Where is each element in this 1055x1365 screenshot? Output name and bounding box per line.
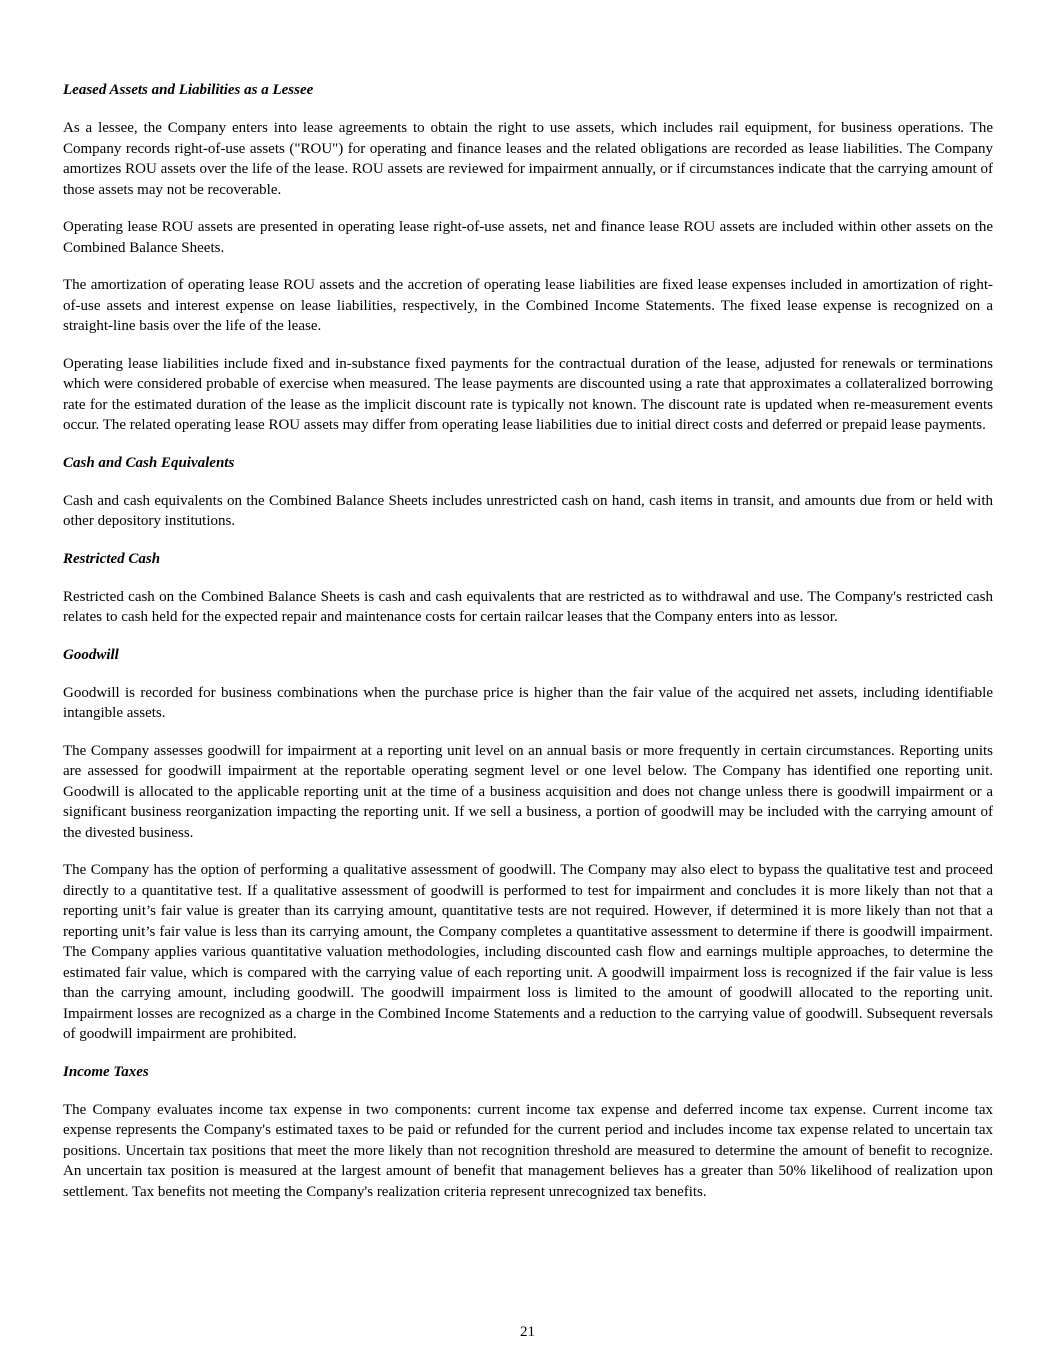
paragraph: The Company evaluates income tax expense in two components: current income tax expense and deferred income tax expense. Current income tax expense represents the Company's estimated taxes to be paid or refunded for the current period and includes income tax expense related to uncertain tax positions. Uncertain tax positions that meet the more likely than not recognition threshold are measured to determine the amount of benefit to recognize. An uncertain tax position is measured at the largest amount of benefit that management believes has a greater than 50% likelihood of realization upon settlement. Tax benefits not meeting the Company's realization criteria represent unrecognized tax benefits. bbox=[63, 1101, 993, 1200]
paragraph: Operating lease liabilities include fixed and in-substance fixed payments for the contractual duration of the lease, adjusted for renewals or terminations which were considered probable of exercise when measured. The lease payments are discounted using a rate that approximates a collateralized borrowing rate for the estimated duration of the lease as the implicit discount rate is typically not known. The discount rate is updated when re-measurement events occur. The related operating lease ROU assets may differ from operating lease liabilities due to initial direct costs and deferred or prepaid lease payments. bbox=[63, 355, 993, 433]
paragraph: Restricted cash on the Combined Balance Sheets is cash and cash equivalents that are restricted as to withdrawal and use. The Company's restricted cash relates to cash held for the expected repair and maintenance costs for certain railcar leases that the Company enters into as lessor. bbox=[63, 588, 993, 625]
section-heading-income-taxes: Income Taxes bbox=[63, 1063, 149, 1080]
section-heading-restricted-cash: Restricted Cash bbox=[63, 550, 161, 567]
paragraph: The amortization of operating lease ROU assets and the accretion of operating lease liabilities are fixed lease expenses included in amortization of right-of-use assets and interest expense on lease liabilities, respectively, in the Combined Income Statements. The fixed lease expense is recognized on a straight-line basis over the life of the lease. bbox=[63, 277, 993, 334]
paragraph: Operating lease ROU assets are presented in operating lease right-of-use assets, net and finance lease ROU assets are included within other assets on the Combined Balance Sheets. bbox=[63, 219, 993, 256]
paragraph: As a lessee, the Company enters into lease agreements to obtain the right to use assets, which includes rail equipment, for business operations. The Company records right-of-use assets ("ROU") for operating and finance leases and the related obligations are recorded as lease liabilities. The Company amortizes ROU assets over the life of the lease. ROU assets are reviewed for impairment annually, or if circumstances indicate that the carrying amount of those assets may not be recoverable. bbox=[63, 120, 993, 198]
paragraph: Cash and cash equivalents on the Combined Balance Sheets includes unrestricted cash on hand, cash items in transit, and amounts due from or held with other depository institutions. bbox=[63, 492, 993, 529]
section-heading-leased-assets: Leased Assets and Liabilities as a Lessee bbox=[63, 82, 314, 98]
document-page bbox=[63, 80, 993, 1219]
page-number: 21 bbox=[520, 1324, 535, 1340]
paragraph: The Company assesses goodwill for impairment at a reporting unit level on an annual basis or more frequently in certain circumstances. Reporting units are assessed for goodwill impairment at the reportable operating segment level or one level below. The Company has identified one reporting unit. Goodwill is allocated to the applicable reporting unit at the time of a business acquisition and does not change unless there is goodwill impairment or a significant business reorganization impacting the reporting unit. If we sell a business, a portion of goodwill may be included with the carrying amount of the divested business. bbox=[63, 742, 993, 841]
section-heading-cash-equivalents: Cash and Cash Equivalents bbox=[63, 454, 235, 471]
section-heading-goodwill: Goodwill bbox=[63, 646, 119, 663]
paragraph: Goodwill is recorded for business combinations when the purchase price is higher than the fair value of the acquired net assets, including identifiable intangible assets. bbox=[63, 684, 993, 721]
paragraph: The Company has the option of performing a qualitative assessment of goodwill. The Company may also elect to bypass the qualitative test and proceed directly to a quantitative test. If a qualitative assessment of goodwill is performed to test for impairment and concludes it is more likely than not that a reporting unit’s fair value is greater than its carrying amount, quantitative tests are not required. However, if determined it is more likely than not that a reporting unit’s fair value is less than its carrying amount, the Company completes a quantitative assessment to determine if there is goodwill impairment. The Company applies various quantitative valuation methodologies, including discounted cash flow and earnings multiple approaches, to determine the estimated fair value, which is compared with the carrying value of each reporting unit. A goodwill impairment loss is recognized if the fair value is less than the carrying amount, including goodwill. The goodwill impairment loss is limited to the amount of goodwill allocated to the reporting unit. Impairment losses are recognized as a charge in the Combined Income Statements and a reduction to the carrying value of goodwill. Subsequent reversals of goodwill impairment are prohibited. bbox=[63, 862, 993, 1042]
